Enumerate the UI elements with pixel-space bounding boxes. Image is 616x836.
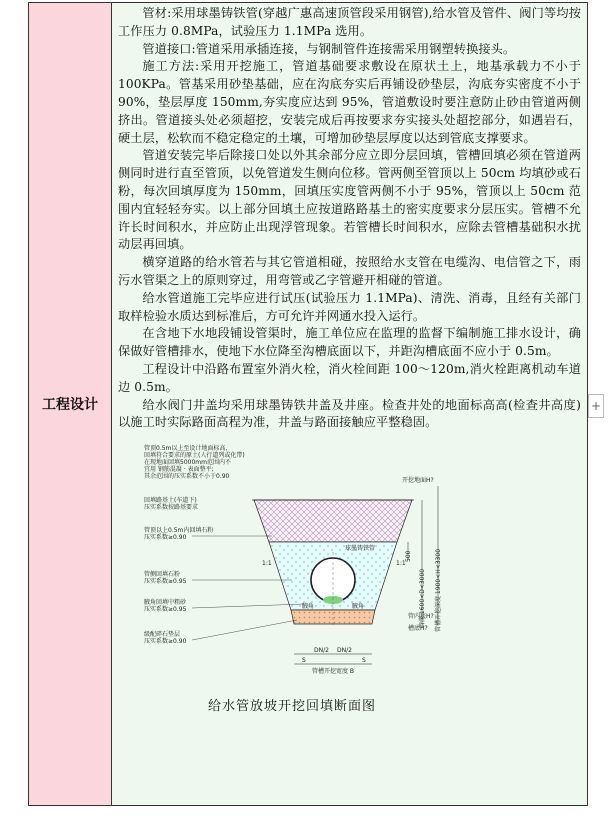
- label-ground: 开挖地面H?: [402, 477, 434, 485]
- note-haunch: 腋角回填中粗砂压实系数≥0.95: [144, 599, 187, 614]
- dim-depth: 管深 1600<D<3000: [419, 569, 426, 629]
- paragraph-construction: 施工方法:采用开挖施工，管道基础要求敷设在原状土上，地基承载力不小于 100KPa。管基采用砂垫基础，应在沟底夯实后再铺设砂垫层，沟底夯实密度不小于 90%，垫层厚度 150mm,夯实度应达到 95%，管道敷设时要注意防止砂由管道两侧挤出。管道接头处必须超挖，安装完成后再按要求夯实接头处超挖部分，如遇岩石，硬土层，松软而不稳定稳定的土壤，可增加砂垫层厚度以达到管底支撑要求。: [118, 59, 581, 145]
- note-road: 回填路基土(车道下)压实系数按路基要求: [144, 497, 199, 512]
- dim-width: 管槽开挖宽度 B: [312, 668, 355, 676]
- paragraph-pressure-test: 给水管道施工完毕应进行试压(试验压力 1.1MPa)、清洗、消毒，且经有关部门取样检验水质达到标准后，方可允许并网通水投入运行。: [118, 290, 581, 323]
- dim-500: 500: [405, 550, 412, 563]
- paragraph-joint: 管道接口:管道采用承插连接，与钢制管件连接需采用钢塑转换接头。: [142, 41, 516, 56]
- slope-left: 1:1: [262, 560, 272, 568]
- row-label: 工程设计: [42, 397, 98, 413]
- label-haunch-right: 腋角: [352, 603, 365, 611]
- dim-s-left: S: [302, 657, 306, 665]
- label-trench-bottom: 槽底H?: [408, 625, 428, 633]
- content-cell: [112, 3, 587, 805]
- note-side: 管侧回填石粉压实系数≥0.95: [144, 571, 187, 586]
- dim-dn2-left: DN/2: [314, 647, 329, 655]
- paragraph-groundwater: 在含地下水地段铺设管渠时，施工单位应在监理的监督下编制施工排水设计，确保做好管槽排水，使地下水位降至沟槽底面以下，并距沟槽底面不应小于 0.5m。: [118, 326, 581, 359]
- dim-dn2-right: DN/2: [337, 647, 352, 655]
- trench-section-figure: [142, 440, 452, 730]
- note-top: 管顶0.5m以上至设计地面标高，回填符合要求的原土(人行道列或化带)在现地面回填5000mm范围内不宜用 钢筋混凝 · 表面整平;其余范围的压实系数不小于0.90: [144, 445, 245, 481]
- note-sand-top: 管顶以上0.5m内回填石粉压实系数≥0.90: [144, 527, 214, 542]
- dim-depth-2: 管槽开挖深度 1900<H<3300: [435, 549, 442, 633]
- paragraph-crossing: 横穿道路的给水管若与其它管道相碰，按照给水支管在电缆沟、电信管之下，雨污水管渠之上的原则穿过，用弯管或乙字管避开相碰的管道。: [118, 255, 581, 287]
- trench-section-drawing: [142, 440, 452, 730]
- paragraph-manhole: 给水阀门井盖均采用球墨铸铁井盖及井座。检查井处的地面标高高(检查井高度)以施工时实际路面高程为准，井盖与路面接触应平整稳固。: [118, 397, 581, 430]
- paragraph-material: 管材:采用球墨铸铁管(穿越广惠高速顶管段采用钢管),给水管及管件、阀门等均按工作压力 0.8MPa，试验压力 1.1MPa 选用。: [118, 6, 581, 38]
- paragraph-backfill: 管道安装完毕后除接口处以外其余部分应立即分层回填，管槽回填必须在管道两侧同时进行直至管顶，以免管道发生侧向位移。管两侧至管顶以上 50cm 均填砂或石粉，每次回填厚度为 150mm，回填压实度管两侧不小于 95%，管顶以上 50cm 范围内宜轻轻夯实。以上部分回填土应按道路路基土的密实度要求分层压实。管槽不允许长时间积水，并应防止出现浮管现象。若管槽长时间积水，应除去管槽基础积水扰动层再回填。: [118, 148, 581, 252]
- label-pipe: 球墨铸铁管: [345, 545, 376, 553]
- dim-s-right: S: [362, 657, 366, 665]
- note-base: 级配碎石垫层压实系数≥0.90: [144, 631, 187, 646]
- label-pipe-bottom: 管内底H?: [408, 613, 434, 621]
- slope-right: 1:1: [396, 560, 406, 568]
- row-label-cell: [29, 3, 112, 805]
- label-haunch-left: 腋角: [302, 603, 315, 611]
- paragraph-hydrant: 工程设计中沿路布置室外消火栓，消火栓间距 100～120m,消火栓距离机动车道边 0.5m。: [118, 361, 581, 394]
- design-table: [28, 2, 588, 806]
- add-tab-button[interactable]: +: [588, 394, 604, 418]
- figure-caption: 给水管放坡开挖回填断面图: [208, 699, 377, 715]
